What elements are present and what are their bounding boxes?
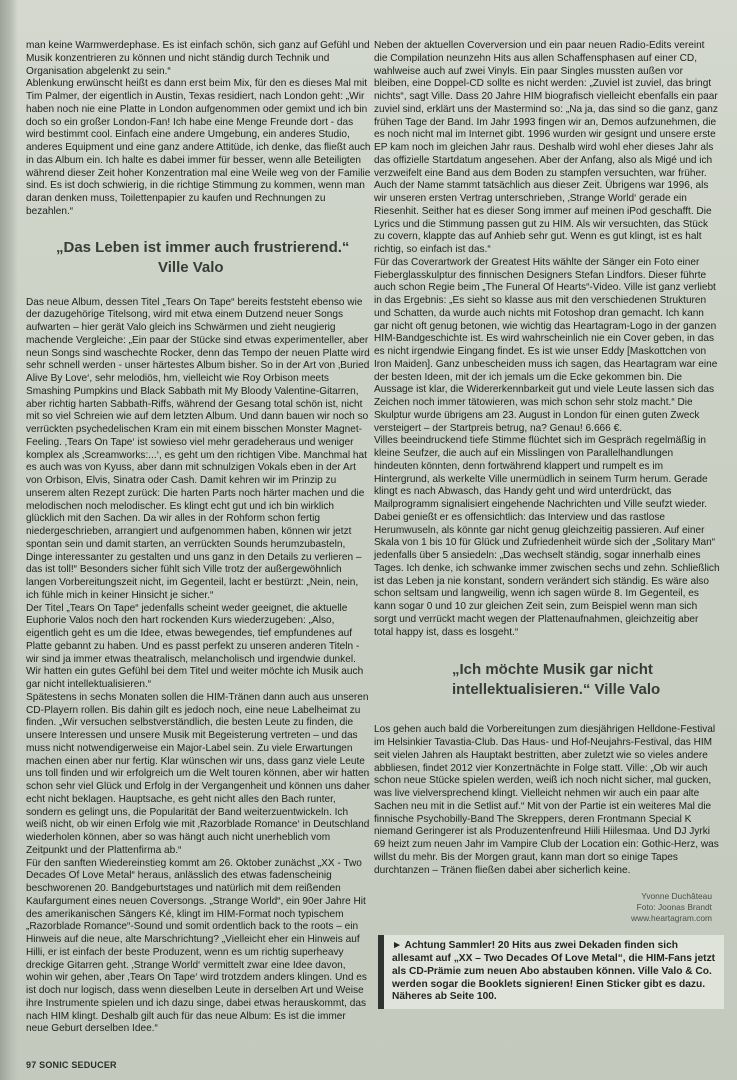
page-footer xyxy=(26,1060,117,1070)
pull-quote-attribution: intellektualisieren.“ Ville Valo xyxy=(452,681,661,699)
pull-quote-text: „Das Leben ist immer auch frustrierend.“ xyxy=(56,238,350,256)
article-credits xyxy=(374,891,720,924)
right-column xyxy=(374,40,720,1009)
page-number: 97 xyxy=(26,1060,37,1070)
author-credit: Yvonne Duchâteau xyxy=(641,891,712,902)
website-credit: www.heartagram.com xyxy=(631,913,712,924)
page-spine-shadow xyxy=(0,0,18,1080)
left-column xyxy=(26,40,371,1036)
body-paragraph: Für den sanften Wiedereinstieg kommt am 26. Oktober zunächst „XX - Two Decades Of Love Metal“ heraus, anlässlich des etwas fadenscheinig beschworenen 20. Bandgeburtstages und natürlich mit dem reißenden Kaufargument eines neuen Coversongs. „Strange World“, ein 90er Jahre Hit des amerikanischen Sängers Ké, klingt im HIM-Format noch typischem „Razorblade Romance“-Sound und somit ordentlich back to the roots – ein Hinweis auf die neue, alte Marschrichtung? „Vielleicht eher ein Hinweis auf Hilli, er ist einfach der beste Produzent, wenn es um richtig superheavy dreckige Gitarren geht. ‚Strange World‘ vermittelt zwar eine Idee davon, wohin wir gehen, aber ‚Tears On Tape‘ wird trotzdem anders klingen. Und es ist doch nur logisch, dass wenn dieselben Leute in derselben Art und Weise ihre Instrumente spielen und ich dazu singe, dabei etwas herauskommt, das nach HIM klingt. Deshalb gilt auch für das neue Album: Es ist die immer neue Geburt derselben Idee.“ xyxy=(26,857,367,1035)
pull-quote xyxy=(56,238,371,278)
body-paragraph: Das neue Album, dessen Titel „Tears On Tape“ bereits feststeht ebenso wie der dazugehörige Titelsong, wird mit etwa einem Dutzend neuer Songs aufwarten – hier gerät Valo gleich ins Schwärmen und zieht neugierig machende Vergleiche: „Ein paar der Stücke sind etwas experimenteller, aber neun Songs sind waschechte Rocker, denn das Tempo der neuen Platte wird sehr schnell werden - unser härtestes Album bisher. So in der Art von ‚Buried Alive By Love‘, sehr melodiös, hm, vielleicht wie Roy Orbison meets Smashing Pumpkins und Black Sabbath mit My Bloody Valentine-Gitarren, aber richtig harten Sabbath-Riffs, während der Gesang total schön ist, nicht mit so viel Schreien wie auf dem letzten Album. Und dann bauen wir noch so verrückten psychedelischen Kram ein mit einem bisschen Monster Magnet-Feeling. ‚Tears On Tape‘ ist sowieso viel mehr geradeheraus und weniger komplex als ‚Screamworks:...‘, es geht um den richtigen Vibe. Manchmal hat es auch was von Kyuss, aber dann mit schnulzigen Vokals eben in der Art von Orbison, Elvis, Sinatra oder Cash. Damit kehren wir im Prinzip zu unserem alten Rezept zurück: Die harten Parts noch härter machen und die melodischen noch melodischer. Es klingt echt gut und ich bin wirklich glücklich mit den Sachen. Da wir alles in der Rohform schon fertig niedergeschrieben, arrangiert und aufgenommen haben, können wir jetzt spontan sein und damit starten, an verrückten Sounds herumzubasteln, Dinge interessanter zu gestalten und uns ganz in den Details zu verlieren – das ist toll!“ Besonders sicher fühlt sich Ville trotz der außergewöhnlich langen Vorbereitungszeit nicht, im Gegenteil, lacht er bestürzt: „Nein, nein, ich fühle mich in keiner Hinsicht je sicher.“ xyxy=(26,296,370,601)
photo-credit: Foto: Joonas Brandt xyxy=(636,902,712,913)
body-paragraph: Villes beeindruckend tiefe Stimme flüchtet sich im Gespräch regelmäßig in kleine Seufzer, die auch auf ein Misslingen von Parallelhandlungen hindeuten könnten, denn fortwährend klappert und rumpelt es im Hintergrund, als werkelte Ville unermüdlich in seinem Turm herum. Gerade klingt es nach Abwasch, das Handy geht und wird unterdrückt, das Mailprogramm signalisiert eingehende Nachrichten und Ville seufzt wieder. Dabei genießt er es offensichtlich: das Interview und das rastlose Herumwuseln, als könnte gar nicht genug gleichzeitig passieren. Auf einer Skala von 1 bis 10 für Glück und Zufriedenheit würde sich der „Solitary Man“ jedenfalls über 5 ansiedeln: „Das wechselt ständig, sogar innerhalb eines Tages. Ich denke, ich schwanke immer zwischen sechs und zehn. Schließlich ist das Leben ja nie konstant, sondern verändert sich ständig. Es wäre also schon seltsam und langweilig, wenn ich sagen würde 8. Im Gegenteil, es kann sogar 0 und 10 zur gleichen Zeit sein, zum Beispiel wenn man sich sorgt und verrückt macht wegen der Plattenaufnahmen, gleichzeitig aber total happy ist, dass es losgeht.“ xyxy=(374,435,720,638)
body-paragraph: Ablenkung erwünscht heißt es dann erst beim Mix, für den es dieses Mal mit Tim Palmer, der eigentlich in Austin, Texas residiert, nach London geht: „Wir haben noch nie eine Platte in London aufgenommen oder gemixt und ich bin doch so ein großer London-Fan! Ich habe eine Menge Freunde dort - das wird bestimmt cool. Einfach eine andere Umgebung, ein anderes Studio, anderes Equipment und eine ganz andere Attitüde, ich denke, das fließt auch in das Album ein. Ich halte es dabei immer für besser, wenn alle Beteiligten während dieser Zeit hoher Konzentration mal eine Weile weg von der Familie sind. Es ist doch schwierig, in die richtige Stimmung zu kommen, wenn man daran denken muss, Toilettenpapier zu kaufen und Rechnungen zu bezahlen.“ xyxy=(26,78,371,217)
pull-quote-text: „Ich möchte Musik gar nicht xyxy=(452,661,653,679)
body-paragraph: Neben der aktuellen Coverversion und ein paar neuen Radio-Edits vereint die Compilation neunzehn Hits aus allen Schaffensphasen auf einer CD, wahlweise auch auf zwei Vinyls. Ein paar Singles mussten außen vor bleiben, eine Doppel-CD sollte es nicht werden: „Zuviel ist zuviel, das bringt nichts“, sagt Ville. Dass 20 Jahre HIM biografisch vielleicht ebenfalls ein paar zuviel sind, erklärt uns der Mastermind so: „Na ja, das sind so die ganz, ganz frühen Tage der Band. Im Jahr 1993 fingen wir an, Demos aufzunehmen, die es noch nicht mal im Internet gibt. 1996 wurden wir gesignt und unsere erste EP kam noch im gleichen Jahr raus. Deshalb wird wohl eher dieses Jahr als das offizielle Startdatum angesehen. Aber der Anfang, also als Migé und ich verzweifelt eine Band aus dem Boden zu stampfen versuchten, war früher. Auch der Name stammt tatsächlich aus dieser Zeit. Übrigens war 1996, als wir unseren ersten Vertrag unterschrieben, ‚Strange World‘ gerade ein Riesenhit. Seither hat es dieser Song immer auf meinen iPod geschafft. Die Lyrics und die Stimmung passen gut zu HIM. Als wir versuchten, das Stück zu covern, klappte das auf Anhieb sehr gut. Wenn es gut klingt, ist es halt richtig, so einfach ist das.“ xyxy=(374,40,718,255)
pull-quote xyxy=(452,660,720,700)
body-paragraph: Los gehen auch bald die Vorbereitungen zum diesjährigen Helldone-Festival im Helsinkier Tavastia-Club. Das Haus- und Hof-Neujahrs-Festival, das HIM seit vielen Jahren als Hauptakt bestritten, aber zuletzt wie so vieles andere abbliesen, findet 2012 vier Konzertnächte in Folge statt. Ville: „Ob wir auch schon neue Stücke spielen werden, weiß ich noch nicht sicher, mal gucken, was live vielversprechend klingt. Vielleicht nehmen wir auch ein paar alte Sachen neu mit in die Setlist auf.“ Mit von der Partie ist ein weiteres Mal die finnische Psychobilly-Band The Skreppers, deren Frontmann Special K niemand Geringerer ist als Produzentenfreund Hiili Hiilesmaa. Und DJ Jyrki 69 heizt zum neuen Jahr im Vampire Club der Location ein: Gothic-Herz, was willst du mehr. Bis der Morgen graut, kann man dort so einige Tapes durchtanzen – Tränen fließen dabei aber sicherlich keine. xyxy=(374,724,719,876)
body-paragraph: Der Titel „Tears On Tape“ jedenfalls scheint weder geeignet, die aktuelle Euphorie Valos noch den hart rockenden Kurs wiederzugeben: „Also, eigentlich geht es um die Idee, etwas bewegendes, tief empfundenes auf Platte gebannt zu haben. Und es passt perfekt zu unseren anderen Titeln - wir sind ja immer etwas theatralisch, melancholisch und irgendwie dunkel. Wir hatten ein gutes Gefühl bei dem Titel und weiter möchte ich Musik auch gar nicht intellektualisieren.“ xyxy=(26,602,364,690)
pull-quote-attribution: Ville Valo xyxy=(158,258,224,276)
magazine-name: SONIC SEDUCER xyxy=(39,1060,117,1070)
body-paragraph: Spätestens in sechs Monaten sollen die HIM-Tränen dann auch aus unseren CD-Playern rollen. Bis dahin gilt es jedoch noch, eine neue Labelheimat zu finden. „Wir versuchen selbstverständlich, die besten Leute zu finden, die unsere Interessen und unsere Musik mit Begeisterung vertreten – und das muss nicht notwendigerweise ein Major-Label sein. Zu viele Erwartungen machen einen aber nur fertig. Klar wünschen wir uns, dass ganz viele Leute uns toll finden und wir erfolgreich um die Welt touren können, aber wir hatten schon sehr viel Glück und Erfolg in der Vergangenheit und können uns daher echt nicht beklagen. Hauptsache, es geht nicht alles den Bach runter, sondern es gelingt uns, die Popularität der Band weiterzuentwickeln. Ich weiß nicht, ob wir einen Erfolg wie mit ‚Razorblade Romance‘ in Deutschland wiederholen können, aber so was hängt auch nicht unerheblich vom Zeitpunkt und der Plattenfirma ab.“ xyxy=(26,691,370,856)
promo-box: ► Achtung Sammler! 20 Hits aus zwei Dekaden finden sich allesamt auf „XX – Two Decades Of Love Metal“, die HIM-Fans jetzt als CD-Prämie zum neuen Abo abstauben können. Ville Valo & Co. werden sogar die Booklets signieren! Einen Sticker gibt es dazu. Näheres ab Seite 100. xyxy=(378,935,724,1009)
body-paragraph: man keine Warmwerdephase. Es ist einfach schön, sich ganz auf Gefühl und Musik konzentrieren zu können und nicht ständig durch Technik und Organisation abgelenkt zu sein.“ xyxy=(26,40,370,77)
body-paragraph: Für das Coverartwork der Greatest Hits wählte der Sänger ein Foto einer Fieberglasskulptur des finnischen Designers Stefan Lindfors. Dieser führte auch schon Regie beim „The Funeral Of Hearts“-Video. Ville ist ganz verliebt in das Ergebnis: „Es sieht so klasse aus mit den verschiedenen Strukturen und Schatten, da wurde auch nichts mit Fotoshop dran gemacht. Ich kann gar nicht oft genug betonen, wie wichtig das Heartagram-Logo in der ganzen HIM-Bandgeschichte ist. Es wird wahrscheinlich nie ein Cover geben, in das es nicht irgendwie Eingang findet. Es ist wie unser Eddy [Maskottchen von Iron Maiden]. Ganz unbescheiden muss ich sagen, das Heartagram war eine der besten Ideen, mit der ich jemals um die Ecke gekommen bin. Die Aussage ist klar, die Widererkennbarkeit gut und viele Leute lassen sich das Zeichen noch immer tätowieren, was mich schon sehr stolz macht.“ Die Skulptur wurde übrigens am 23. August in London für einen guten Zweck versteigert – der Startpreis betrug, na? Genau! 6.666 €. xyxy=(374,256,718,434)
